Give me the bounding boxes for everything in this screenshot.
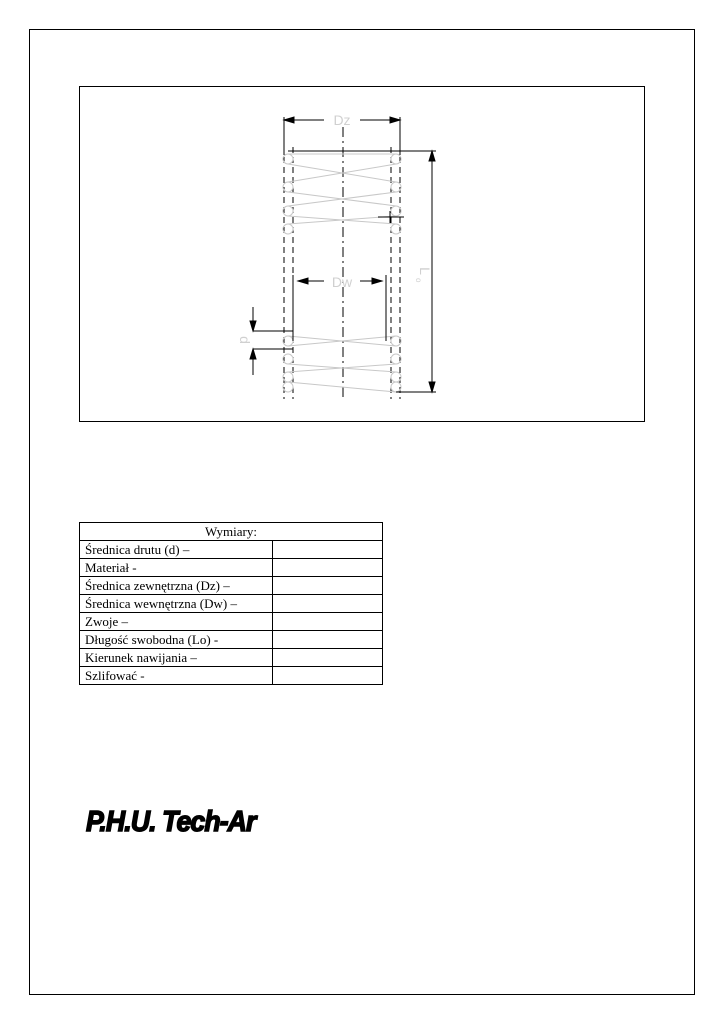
table-row bbox=[80, 559, 383, 577]
row-value bbox=[273, 631, 383, 649]
table-header: Wymiary: bbox=[80, 523, 383, 541]
table-row bbox=[80, 649, 383, 667]
company-logo: P.H.U. Tech-Ar bbox=[86, 806, 256, 838]
row-label: Zwoje – bbox=[80, 613, 273, 631]
l0-sub-label: o bbox=[414, 278, 423, 283]
spring-drawing bbox=[79, 86, 645, 422]
table-row bbox=[80, 667, 383, 685]
row-value bbox=[273, 667, 383, 685]
spring-coils bbox=[283, 154, 401, 392]
l0-label bbox=[414, 267, 433, 283]
row-label: Materiał - bbox=[80, 559, 273, 577]
row-label: Średnica wewnętrzna (Dw) – bbox=[80, 595, 273, 613]
row-value bbox=[273, 559, 383, 577]
row-value bbox=[273, 613, 383, 631]
table-row bbox=[80, 631, 383, 649]
row-value bbox=[273, 541, 383, 559]
dz-label: Dz bbox=[333, 112, 351, 128]
row-label: Średnica zewnętrzna (Dz) – bbox=[80, 577, 273, 595]
row-label: Szlifować - bbox=[80, 667, 273, 685]
table-row bbox=[80, 541, 383, 559]
table-row bbox=[80, 613, 383, 631]
l0-dimension bbox=[288, 151, 436, 392]
row-value bbox=[273, 595, 383, 613]
row-label: Średnica drutu (d) – bbox=[80, 541, 273, 559]
table-row bbox=[80, 577, 383, 595]
dw-label: Dw bbox=[331, 274, 353, 290]
row-label: Kierunek nawijania – bbox=[80, 649, 273, 667]
row-value bbox=[273, 649, 383, 667]
l0-main-label: L bbox=[417, 267, 433, 275]
dimensions-table bbox=[79, 522, 383, 685]
row-value bbox=[273, 577, 383, 595]
d-dimension bbox=[250, 307, 293, 375]
d-label: d bbox=[237, 336, 253, 344]
spring-diagram-svg bbox=[80, 87, 646, 423]
row-label: Długość swobodna (Lo) - bbox=[80, 631, 273, 649]
table-row bbox=[80, 595, 383, 613]
